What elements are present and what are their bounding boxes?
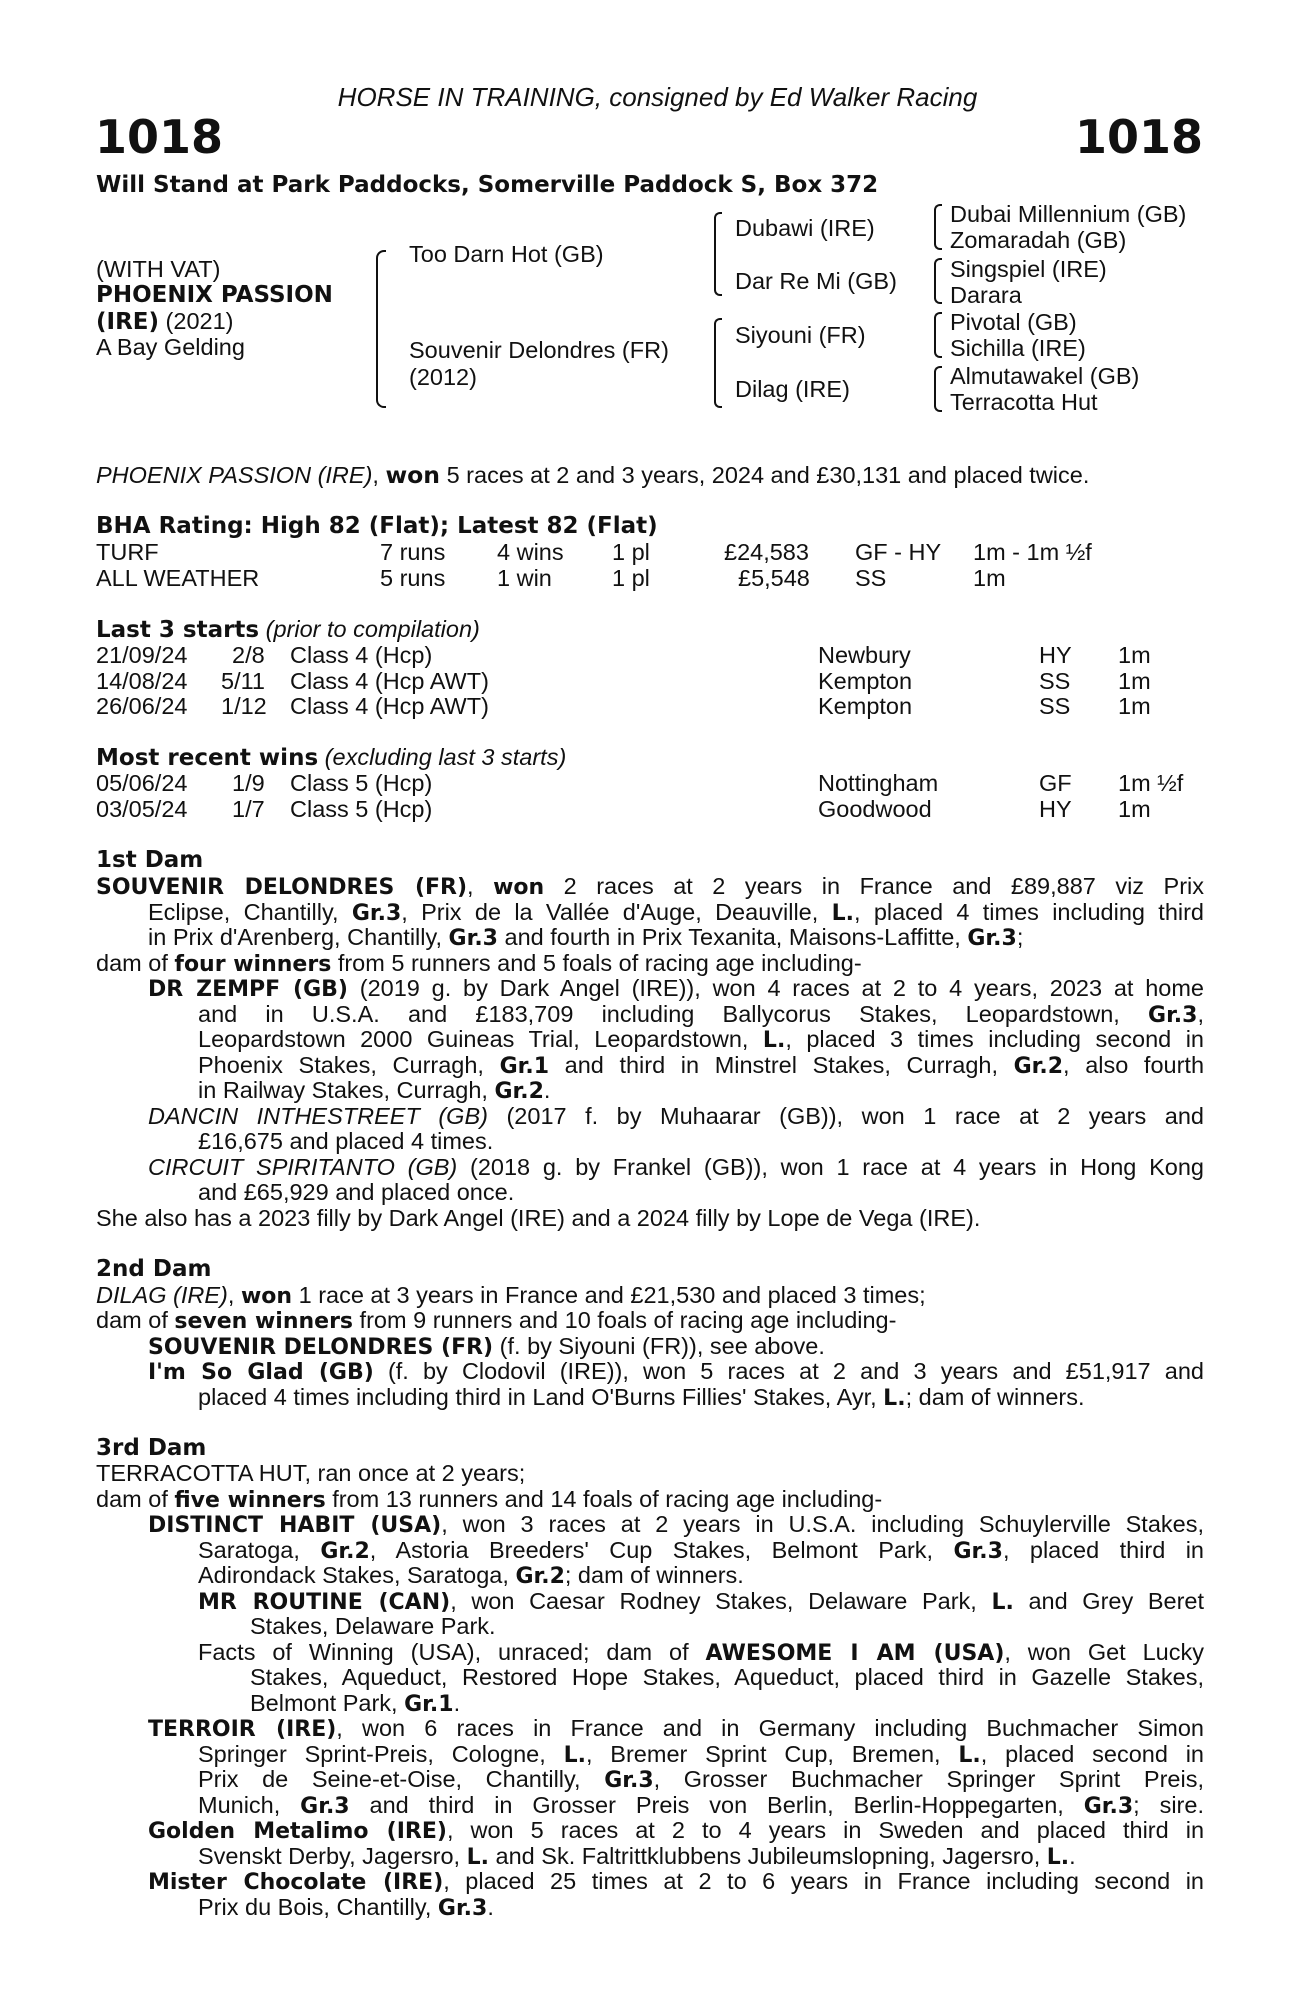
grandsire-2: Zomaradah (GB): [950, 227, 1127, 253]
dr-zempf-line-1: DR ZEMPF (GB) (2019 g. by Dark Angel (IRE)), won 4 races at 2 to 4 years, 2023 at home: [148, 975, 1204, 1002]
horse-country-year: (IRE) (2021): [96, 308, 234, 335]
terroir-line-2: Springer Sprint-Preis, Cologne, L., Bremer Sprint Cup, Bremen, L., placed second in: [198, 1741, 1205, 1768]
lot-number-left: 1018: [95, 110, 224, 164]
third-dam-line-2: dam of five winners from 13 runners and 14 foals of racing age including-: [96, 1486, 883, 1513]
dancin-line-2: £16,675 and placed 4 times.: [198, 1128, 494, 1154]
stand-location: Will Stand at Park Paddocks, Somerville Paddock S, Box 372: [96, 172, 879, 198]
recent-wins-heading: Most recent wins (excluding last 3 starts): [96, 744, 567, 771]
mister-chocolate-line-2: Prix du Bois, Chantilly, Gr.3.: [198, 1894, 494, 1921]
dam-name: Souvenir Delondres (FR): [409, 337, 669, 363]
dam-year: (2012): [409, 364, 477, 390]
second-dam-line-1: DILAG (IRE), won 1 race at 3 years in France and £21,530 and placed 3 times;: [96, 1282, 926, 1309]
terroir-line-4: Munich, Gr.3 and third in Grosser Preis von Berlin, Berlin-Hoppegarten, Gr.3; sire.: [198, 1792, 1204, 1819]
first-dam-line-1: SOUVENIR DELONDRES (FR), won 2 races at 2 years in France and £89,887 viz Prix: [96, 873, 1205, 900]
dr-zempf-line-5: in Railway Stakes, Curragh, Gr.2.: [198, 1077, 551, 1104]
dam-sire-name: Siyouni (FR): [735, 322, 866, 348]
race-summary: PHOENIX PASSION (IRE), won 5 races at 2 and 3 years, 2024 and £30,131 and placed twice.: [96, 461, 1090, 489]
first-dam-line-4: dam of four winners from 5 runners and 5 foals of racing age including-: [96, 950, 862, 977]
vat-note: (WITH VAT): [96, 256, 221, 282]
first-dam-line-3: in Prix d'Arenberg, Chantilly, Gr.3 and fourth in Prix Texanita, Maisons-Laffitte, Gr.3;: [148, 924, 1024, 951]
facts-of-winning-line-3: Belmont Park, Gr.1.: [250, 1690, 461, 1717]
sire-dam-name: Dar Re Mi (GB): [735, 268, 897, 294]
im-so-glad-line-2: placed 4 times including third in Land O'Burns Fillies' Stakes, Ayr, L.; dam of winners.: [198, 1384, 1085, 1411]
second-dam-line-2: dam of seven winners from 9 runners and 10 foals of racing age including-: [96, 1307, 897, 1334]
second-dam-heading: 2nd Dam: [96, 1256, 212, 1282]
grandsire-3: Singspiel (IRE): [950, 256, 1107, 282]
bha-rating-heading: BHA Rating: High 82 (Flat); Latest 82 (Flat): [96, 513, 658, 539]
sire-name: Too Darn Hot (GB): [409, 241, 604, 267]
grandsire-4: Darara: [950, 282, 1022, 308]
catalogue-title: HORSE IN TRAINING, consigned by Ed Walker Racing: [337, 82, 978, 112]
golden-metalimo-line-1: Golden Metalimo (IRE), won 5 races at 2 to 4 years in Sweden and placed third in: [148, 1817, 1205, 1844]
im-so-glad-line-1: I'm So Glad (GB) (f. by Clodovil (IRE)), won 5 races at 2 and 3 years and £51,917 and: [148, 1358, 1204, 1385]
horse-description: A Bay Gelding: [96, 334, 245, 360]
also-has-note: She also has a 2023 filly by Dark Angel (IRE) and a 2024 filly by Lope de Vega (IRE).: [96, 1205, 981, 1231]
lot-number-right: 1018: [1074, 110, 1203, 164]
pedigree-brace-main: [376, 250, 386, 408]
dr-zempf-line-2: and in U.S.A. and £183,709 including Ballycorus Stakes, Leopardstown, Gr.3,: [198, 1001, 1204, 1028]
dr-zempf-line-4: Phoenix Stakes, Curragh, Gr.1 and third in Minstrel Stakes, Curragh, Gr.2, also fourth: [198, 1052, 1205, 1079]
golden-metalimo-line-2: Svenskt Derby, Jagersro, L. and Sk. Faltrittklubbens Jubileumslopning, Jagersro, L..: [198, 1843, 1076, 1870]
terroir-line-1: TERROIR (IRE), won 6 races in France and in Germany including Buchmacher Simon: [148, 1715, 1204, 1742]
horse-name: PHOENIX PASSION: [96, 282, 333, 308]
pedigree-brace-g2: [934, 258, 942, 304]
pedigree-brace-g1: [934, 204, 942, 250]
sire-sire-name: Dubawi (IRE): [735, 215, 875, 241]
terroir-line-3: Prix de Seine-et-Oise, Chantilly, Gr.3, Grosser Buchmacher Springer Sprint Preis,: [198, 1766, 1205, 1793]
grandsire-5: Pivotal (GB): [950, 309, 1077, 335]
dr-zempf-line-3: Leopardstown 2000 Guineas Trial, Leopardstown, L., placed 3 times including second in: [198, 1026, 1205, 1053]
grandsire-6: Sichilla (IRE): [950, 335, 1086, 361]
grandsire-8: Terracotta Hut: [950, 389, 1098, 415]
distinct-habit-line-3: Adirondack Stakes, Saratoga, Gr.2; dam of winners.: [198, 1562, 744, 1589]
pedigree-brace-g4: [934, 366, 942, 412]
grandsire-7: Almutawakel (GB): [950, 363, 1140, 389]
first-dam-line-2: Eclipse, Chantilly, Gr.3, Prix de la Vallée d'Auge, Deauville, L., placed 4 times including third: [148, 899, 1204, 926]
third-dam-heading: 3rd Dam: [96, 1435, 207, 1461]
pedigree-brace-dam: [714, 318, 722, 408]
distinct-habit-line-1: DISTINCT HABIT (USA), won 3 races at 2 years in U.S.A. including Schuylerville Stakes,: [148, 1511, 1204, 1538]
circuit-line-1: CIRCUIT SPIRITANTO (GB) (2018 g. by Frankel (GB)), won 1 race at 4 years in Hong Kong: [148, 1154, 1204, 1180]
facts-of-winning-line-1: Facts of Winning (USA), unraced; dam of AWESOME I AM (USA), won Get Lucky: [198, 1639, 1204, 1666]
last-starts-heading: Last 3 starts (prior to compilation): [96, 616, 480, 643]
mr-routine-line-1: MR ROUTINE (CAN), won Caesar Rodney Stakes, Delaware Park, L. and Grey Beret: [198, 1588, 1205, 1615]
mr-routine-line-2: Stakes, Delaware Park.: [250, 1613, 496, 1639]
souvenir-ref: SOUVENIR DELONDRES (FR) (f. by Siyouni (FR)), see above.: [148, 1333, 825, 1360]
dam-dam-name: Dilag (IRE): [735, 376, 850, 402]
pedigree-brace-g3: [934, 312, 942, 358]
mister-chocolate-line-1: Mister Chocolate (IRE), placed 25 times at 2 to 6 years in France including second in: [148, 1868, 1204, 1895]
circuit-line-2: and £65,929 and placed once.: [198, 1179, 515, 1205]
pedigree-brace-sire: [714, 212, 722, 296]
grandsire-1: Dubai Millennium (GB): [950, 201, 1187, 227]
distinct-habit-line-2: Saratoga, Gr.2, Astoria Breeders' Cup Stakes, Belmont Park, Gr.3, placed third in: [198, 1537, 1204, 1564]
third-dam-line-1: TERRACOTTA HUT, ran once at 2 years;: [96, 1460, 526, 1486]
first-dam-heading: 1st Dam: [96, 847, 204, 873]
facts-of-winning-line-2: Stakes, Aqueduct, Restored Hope Stakes, Aqueduct, placed third in Gazelle Stakes,: [250, 1664, 1204, 1690]
dancin-line-1: DANCIN INTHESTREET (GB) (2017 f. by Muhaarar (GB)), won 1 race at 2 years and: [148, 1103, 1204, 1129]
